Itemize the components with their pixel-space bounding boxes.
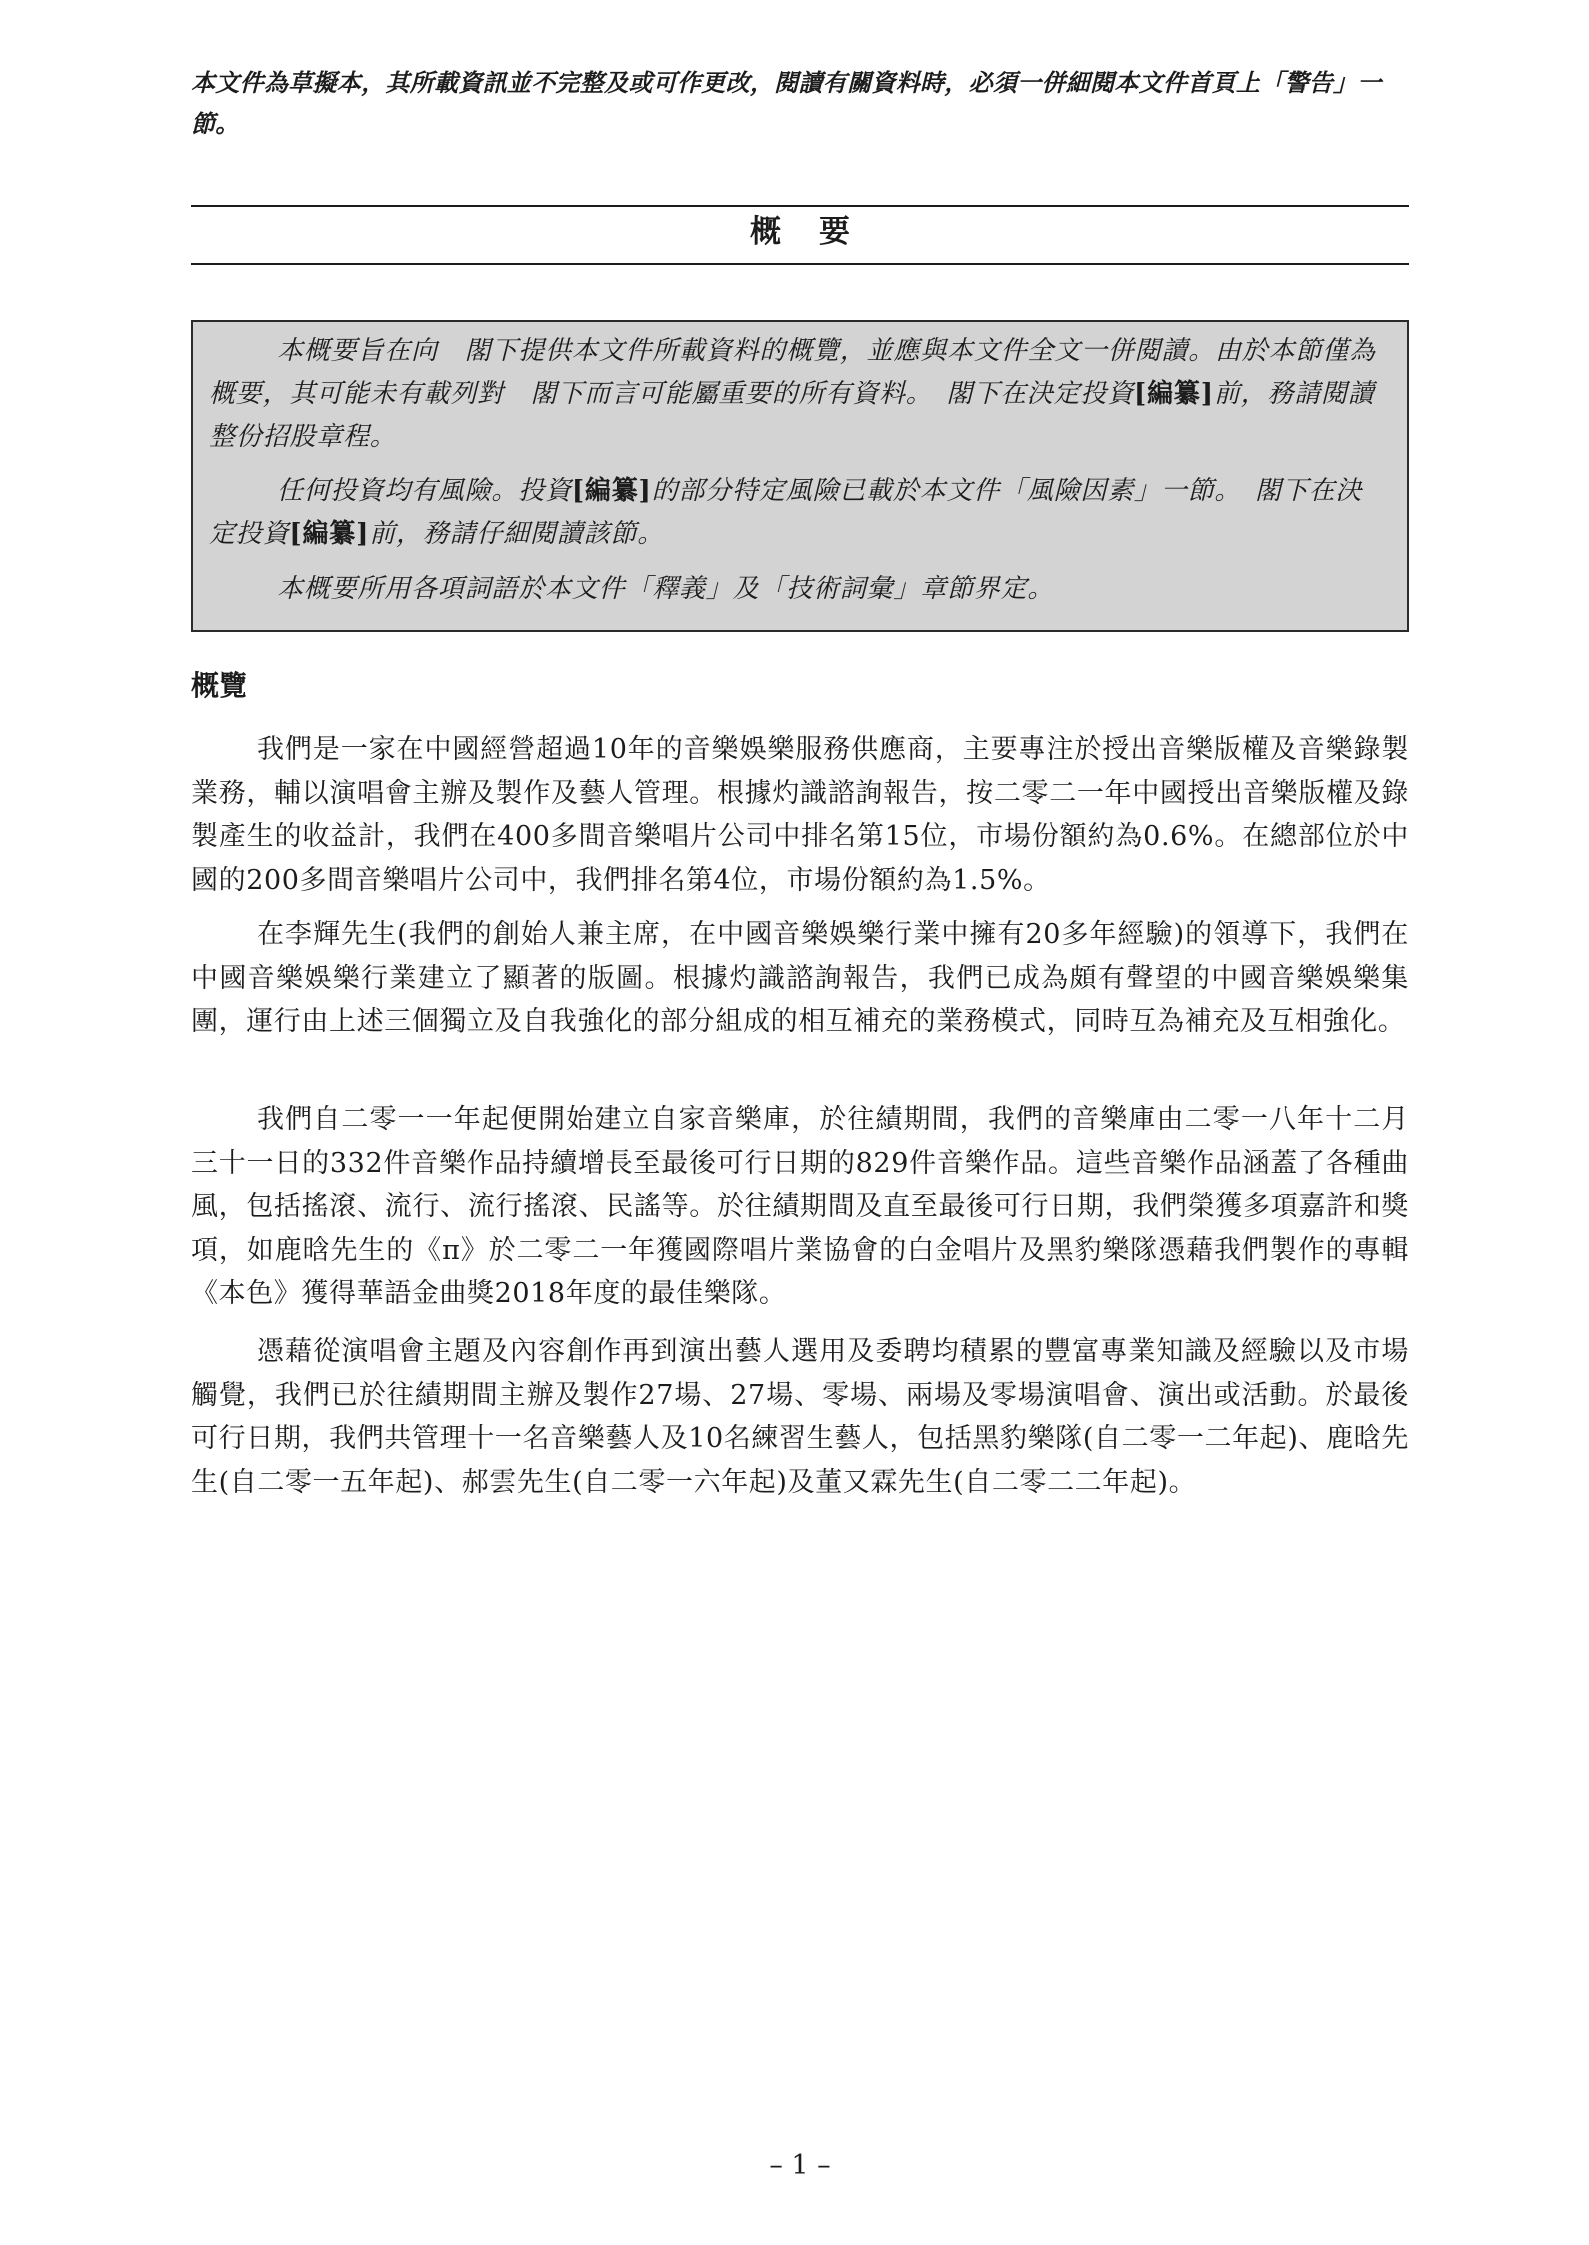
box-paragraph-3: 本概要所用各項詞語於本文件「釋義」及「技術詞彙」章節界定。 (277, 574, 1055, 604)
box-p2-text-c: 前，務請仔細閱讀該節。 (369, 519, 665, 549)
body-paragraph: 憑藉從演唱會主題及內容創作再到演出藝人選用及委聘均積累的豐富專業知識及經驗以及市場觸覺，我們已於往績期間主辦及製作27場、27場、零場、兩場及零場演唱會、演出或活動。於最後可行日期，我們共管理十一名音樂藝人及10名練習生藝人，包括黑豹樂隊(自二零一二年起)、鹿晗先生(自二零一五年起)、郝雲先生(自二零一六年起)及董又霖先生(自二零二二年起)。 (191, 1336, 1409, 1498)
box-paragraph-1 (209, 330, 1389, 459)
box-p2-text-a: 任何投資均有風險。投資 (277, 476, 572, 506)
box-p1-text-b: 前，務請閱讀整份招股章程。 (209, 379, 1375, 452)
box-p2-text-b: 的部分特定風險已載於本文件「風險因素」一節。 閣下在決定投資 (209, 476, 1363, 549)
document-page (191, 0, 1409, 2245)
summary-notice-box (191, 320, 1409, 632)
body-paragraph: 我們自二零一一年起便開始建立自家音樂庫，於往績期間，我們的音樂庫由二零一八年十二月三十一日的332件音樂作品持續增長至最後可行日期的829件音樂作品。這些音樂作品涵蓋了各種曲風，包括搖滾、流行、流行搖滾、民謠等。於往績期間及直至最後可行日期，我們榮獲多項嘉許和獎項，如鹿晗先生的《π》於二零二一年獲國際唱片業協會的白金唱片及黑豹樂隊憑藉我們製作的專輯《本色》獲得華語金曲獎2018年度的最佳樂隊。 (191, 1104, 1409, 1309)
page-number: – 1 – (769, 2150, 831, 2181)
body-paragraph: 在李輝先生(我們的創始人兼主席，在中國音樂娛樂行業中擁有20多年經驗)的領導下，我們在中國音樂娛樂行業建立了顯著的版圖。根據灼識諮詢報告，我們已成為頗有聲望的中國音樂娛樂集團，運行由上述三個獨立及自我強化的部分組成的相互補充的業務模式，同時互為補充及互相強化。 (191, 919, 1409, 1037)
draft-notice: 本文件為草擬本，其所載資訊並不完整及或可作更改，閱讀有關資料時，必須一併細閱本文件首頁上「警告」一節。 (191, 68, 1382, 138)
body-paragraph: 我們是一家在中國經營超過10年的音樂娛樂服務供應商，主要專注於授出音樂版權及音樂錄製業務，輔以演唱會主辦及製作及藝人管理。根據灼識諮詢報告，按二零二一年中國授出音樂版權及錄製產生的收益計，我們在400多間音樂唱片公司中排名第15位，市場份額約為0.6%。在總部位於中國的200多間音樂唱片公司中，我們排名第4位，市場份額約為1.5%。 (191, 734, 1409, 896)
redacted-marker: [編纂] (1134, 379, 1214, 409)
title-bottom-rule (191, 263, 1409, 265)
overview-heading: 概覽 (191, 669, 248, 702)
box-paragraph-2 (209, 470, 1389, 556)
redacted-marker: [編纂] (571, 476, 652, 506)
section-title: 概要 (750, 214, 888, 250)
redacted-marker: [編纂] (289, 519, 370, 549)
title-top-rule (191, 205, 1409, 207)
box-p1-text-a: 本概要旨在向 閣下提供本文件所載資料的概覽，並應與本文件全文一併閱讀。由於本節僅為概要，其可能未有載列對 閣下而言可能屬重要的所有資料。 閣下在決定投資 (209, 336, 1376, 409)
